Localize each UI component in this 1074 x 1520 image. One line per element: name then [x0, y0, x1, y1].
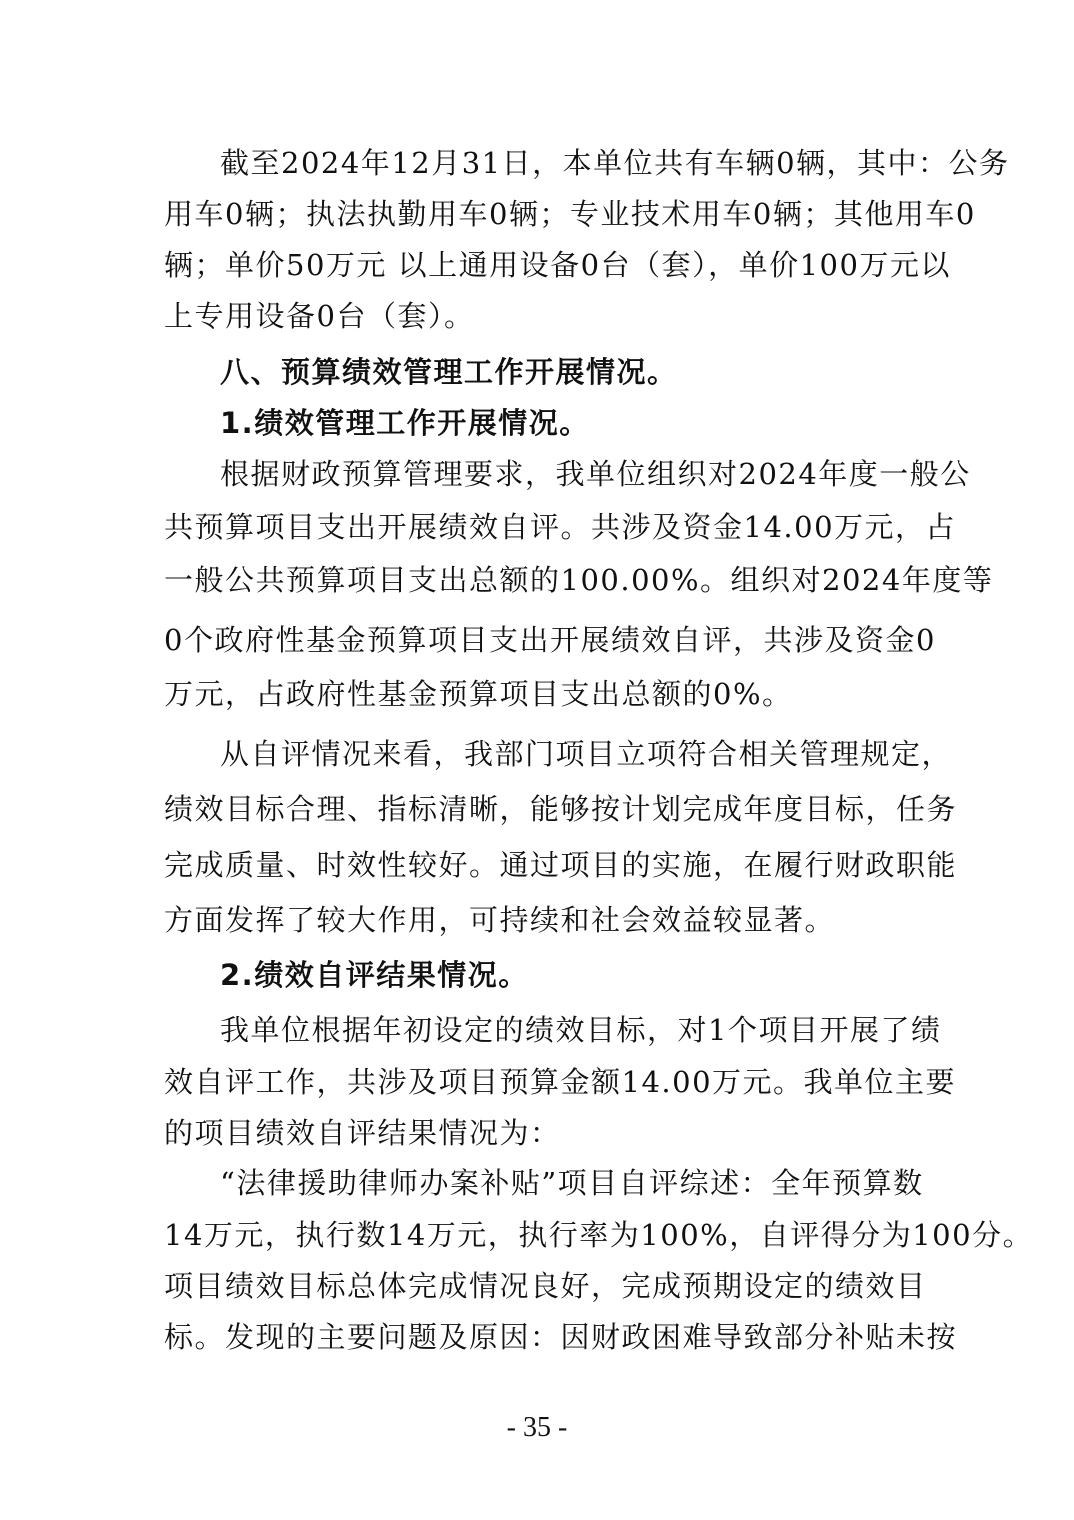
text-line: 从自评情况来看，我部门项目立项符合相关管理规定，: [220, 737, 953, 771]
text-line: 截至2024年12月31日，本单位共有车辆0辆，其中：公务: [220, 146, 1010, 180]
text-line: 根据财政预算管理要求，我单位组织对2024年度一般公: [220, 457, 971, 491]
text-line: 用车0辆；执法执勤用车0辆；专业技术用车0辆；其他用车0: [164, 197, 976, 231]
text-line: 标。发现的主要问题及原因：因财政困难导致部分补贴未按: [164, 1320, 958, 1354]
text-line: 辆；单价50万元 以上通用设备0台（套），单价100万元以: [164, 248, 951, 282]
text-line: 万元，占政府性基金预算项目支出总额的0%。: [164, 677, 793, 711]
text-line: 完成质量、时效性较好。通过项目的实施，在履行财政职能: [164, 848, 958, 882]
text-line: 上专用设备0台（套）。: [164, 299, 475, 333]
subsection-heading: 1.绩效管理工作开展情况。: [220, 406, 590, 440]
text-line: 一般公共预算项目支出总额的100.00%。组织对2024年度等: [164, 563, 994, 597]
text-line: 我单位根据年初设定的绩效目标，对1个项目开展了绩: [220, 1013, 942, 1047]
text-line: “法律援助律师办案补贴”项目自评综述：全年预算数: [220, 1166, 924, 1200]
text-line: 0个政府性基金预算项目支出开展绩效自评，共涉及资金0: [164, 623, 936, 657]
text-line: 共预算项目支出开展绩效自评。共涉及资金14.00万元，占: [164, 510, 957, 544]
text-line: 14万元，执行数14万元，执行率为100%，自评得分为100分。: [164, 1218, 1034, 1252]
text-line: 方面发挥了较大作用，可持续和社会效益较显著。: [164, 903, 836, 937]
page-number: - 35 -: [506, 1412, 568, 1443]
text-line: 效自评工作，共涉及项目预算金额14.00万元。我单位主要: [164, 1065, 957, 1099]
section-heading: 八、预算绩效管理工作开展情况。: [220, 355, 678, 389]
text-line: 项目绩效目标总体完成情况良好，完成预期设定的绩效目: [164, 1269, 927, 1303]
text-line: 绩效目标合理、指标清晰，能够按计划完成年度目标，任务: [164, 792, 958, 826]
text-line: 的项目绩效自评结果情况为：: [164, 1116, 561, 1150]
subsection-heading: 2.绩效自评结果情况。: [220, 958, 529, 992]
